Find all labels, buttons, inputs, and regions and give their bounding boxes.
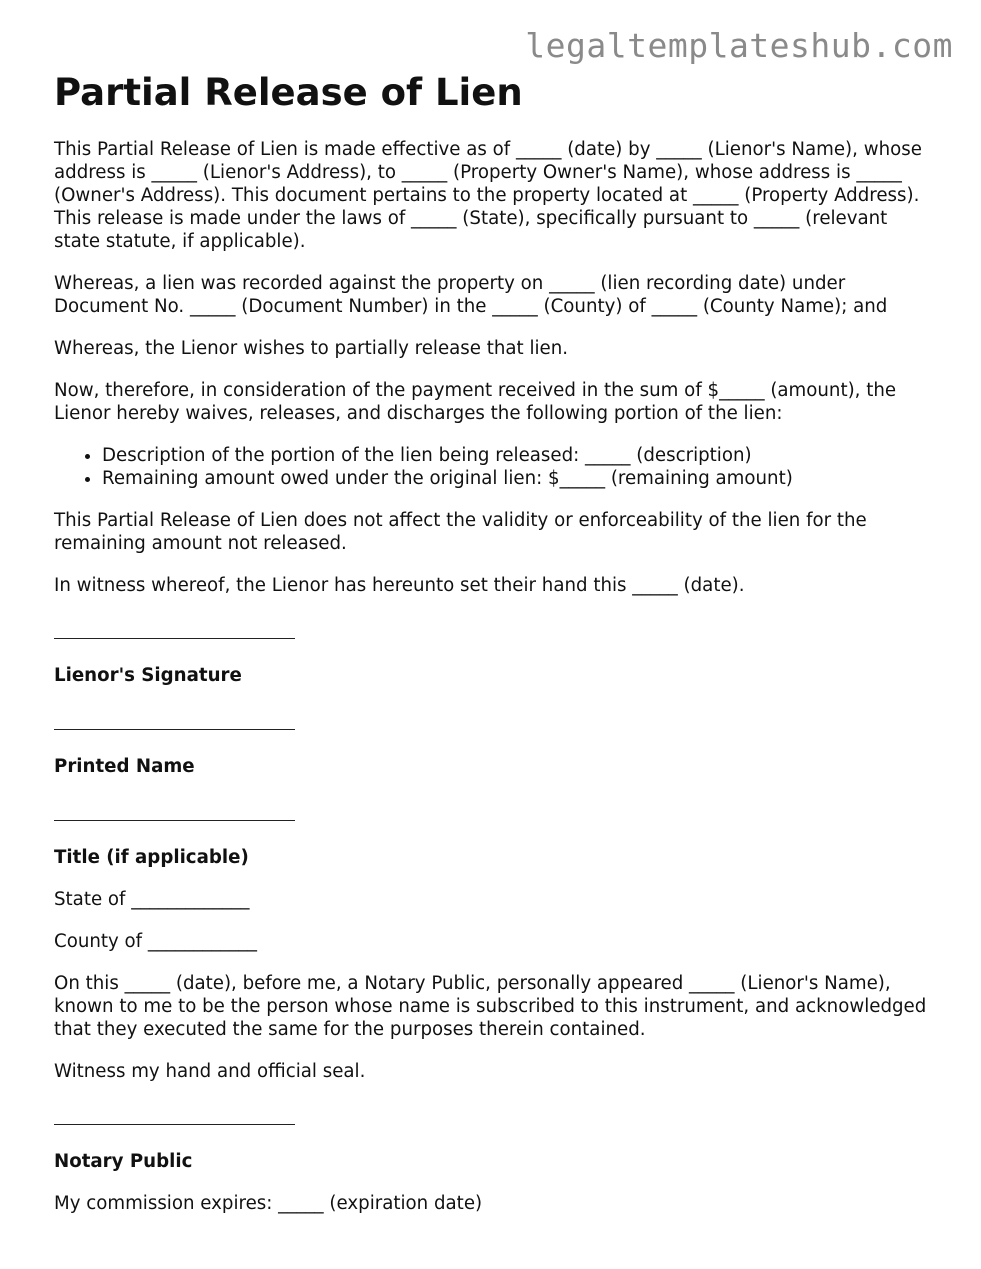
validity-paragraph: This Partial Release of Lien does not affect the validity or enforceability of the lien for the remaining amount not released.	[54, 510, 867, 554]
title-line	[54, 820, 295, 821]
notary-county-field: County of ____________	[54, 931, 257, 952]
printed-name-label: Printed Name	[54, 756, 195, 777]
whereas-release-paragraph: Whereas, the Lienor wishes to partially release that lien.	[54, 338, 569, 359]
notary-public-label: Notary Public	[54, 1151, 193, 1172]
consideration-paragraph: Now, therefore, in consideration of the payment received in the sum of $_____ (amount), the Lienor hereby waives, releases, and discharges the following portion of the lien:	[54, 380, 897, 424]
lienor-signature-label: Lienor's Signature	[54, 665, 242, 686]
lienor-signature-line	[54, 638, 295, 639]
list-item-description: • Description of the portion of the lien being released: _____ (description)	[102, 444, 934, 467]
intro-paragraph: This Partial Release of Lien is made effective as of _____ (date) by _____ (Lienor's Name), whose address is _____ (Lienor's Address), to _____ (Property Owner's Name), whose address is _____ (Owner's Address). This document pertains to the property located at _____ (Property Address). This release is made under the laws of _____ (State), specifically pursuant to _____ (relevant state statute, if applicable).	[54, 139, 922, 252]
title-label: Title (if applicable)	[54, 847, 249, 868]
list-item-remaining-amount: • Remaining amount owed under the original lien: $_____ (remaining amount)	[102, 467, 934, 490]
witness-paragraph: In witness whereof, the Lienor has hereunto set their hand this _____ (date).	[54, 575, 745, 596]
commission-expiry-field: My commission expires: _____ (expiration date)	[54, 1193, 483, 1214]
printed-name-line	[54, 729, 295, 730]
notary-signature-line	[54, 1124, 295, 1125]
watermark-text: legaltemplateshub.com	[525, 26, 953, 65]
document-body	[54, 70, 934, 1234]
document-title: Partial Release of Lien	[54, 71, 523, 114]
seal-paragraph: Witness my hand and official seal.	[54, 1061, 366, 1082]
notary-acknowledgment-paragraph: On this _____ (date), before me, a Notary Public, personally appeared _____ (Lienor's Name), known to me to be the person whose name is subscribed to this instrument, and acknowledged that they executed the same for the purposes therein contained.	[54, 973, 927, 1040]
release-details-list	[54, 444, 934, 490]
whereas-recorded-paragraph: Whereas, a lien was recorded against the property on _____ (lien recording date) under Document No. _____ (Document Number) in the _____ (County) of _____ (County Name); and	[54, 273, 888, 317]
notary-state-field: State of _____________	[54, 889, 250, 910]
